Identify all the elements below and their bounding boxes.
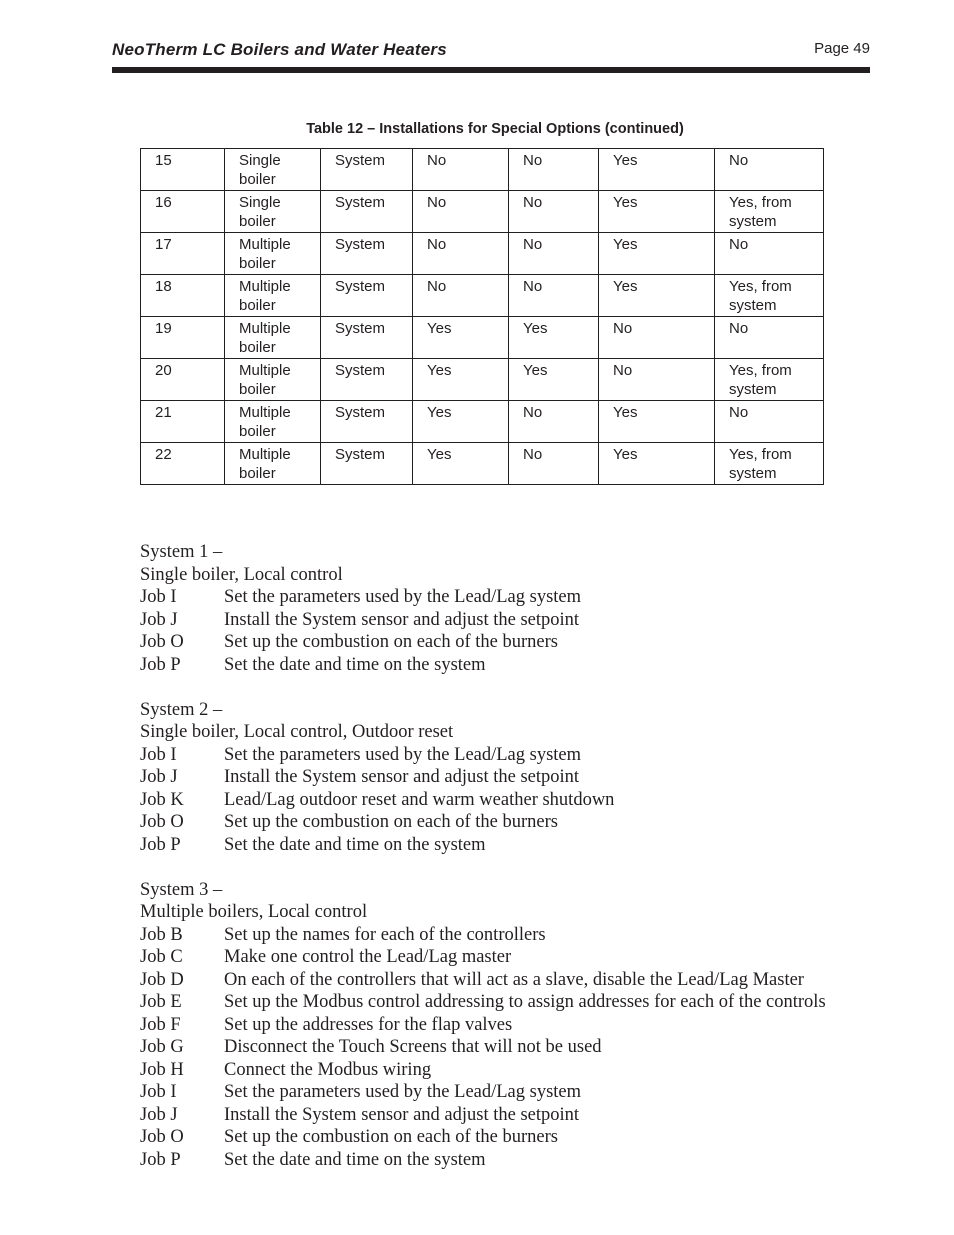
job-item [140,744,900,767]
job-description: Set up the combustion on each of the burners [224,812,558,832]
job-id: Job P [140,654,181,675]
job-id: Job G [140,1037,184,1057]
job-description: Lead/Lag outdoor reset and warm weather shutdown [224,789,615,810]
job-description: Set the date and time on the system [224,1149,486,1170]
table-cell: Yes [509,317,599,359]
table-cell: Yes [413,317,509,359]
table-row [141,275,824,317]
job-item [140,789,900,812]
table-cell: Yes [599,233,715,275]
table-cell: Multiple boiler [225,233,321,275]
job-item [140,991,900,1014]
job-item [140,654,900,677]
job-description: Set the date and time on the system [224,654,486,675]
job-id: Job I [140,744,177,765]
table-cell: 15 [141,149,225,191]
job-id: Job O [140,632,184,652]
job-description: Set up the Modbus control addressing to assign addresses for each of the controls [224,992,826,1012]
table-cell: Yes, from system [715,443,824,485]
table-cell: 16 [141,191,225,233]
job-id: Job O [140,812,184,832]
table-cell: Yes [599,275,715,317]
job-description: Set up the addresses for the flap valves [224,1014,513,1035]
table-cell: 22 [141,443,225,485]
job-description: Set the parameters used by the Lead/Lag system [224,744,582,765]
job-id: Job I [140,587,177,607]
job-id: Job D [140,969,184,990]
job-id: Job I [140,1082,177,1102]
table-cell: No [509,149,599,191]
job-item [140,811,900,834]
job-id: Job J [140,1104,178,1125]
special-options-table [140,148,824,485]
job-id: Job P [140,1149,181,1170]
table-cell: System [321,443,413,485]
table-cell: Yes [599,191,715,233]
table-cell: No [715,149,824,191]
table-row [141,149,824,191]
table-cell: Yes [413,359,509,401]
table-cell: No [715,317,824,359]
job-item [140,1036,900,1059]
job-description: Set up the names for each of the controllers [224,924,546,945]
job-item [140,1014,900,1037]
table-cell: 17 [141,233,225,275]
table-cell: Single boiler [225,149,321,191]
job-item [140,766,900,789]
table-cell: System [321,275,413,317]
table-cell: System [321,359,413,401]
job-description: Set the parameters used by the Lead/Lag system [224,1082,582,1102]
job-id: Job B [140,924,183,945]
table-body [141,149,824,485]
job-description: Install the System sensor and adjust the setpoint [224,1104,580,1125]
job-description: Disconnect the Touch Screens that will not be used [224,1037,602,1057]
job-item [140,1059,900,1082]
table-cell: No [413,191,509,233]
job-description: Set up the combustion on each of the burners [224,1127,558,1147]
table-row [141,191,824,233]
job-description: Connect the Modbus wiring [224,1059,432,1080]
table-row [141,359,824,401]
table-caption: Table 12 – Installations for Special Options (continued) [306,121,684,137]
table-cell: No [509,275,599,317]
table-cell: No [413,149,509,191]
table-cell: No [413,275,509,317]
table-cell: Yes [599,401,715,443]
job-id: Job C [140,947,183,967]
table-cell: Multiple boiler [225,275,321,317]
table-cell: No [509,401,599,443]
table-cell: Multiple boiler [225,359,321,401]
system-title: System 1 – [140,542,223,562]
table-cell: No [599,359,715,401]
system-subtitle: Multiple boilers, Local control [140,902,368,922]
table-cell: 21 [141,401,225,443]
table-cell: No [599,317,715,359]
table-cell: 18 [141,275,225,317]
job-id: Job O [140,1127,184,1147]
job-item [140,969,900,992]
table-cell: Yes [413,443,509,485]
table-cell: Multiple boiler [225,317,321,359]
job-id: Job J [140,609,178,630]
table-cell: No [715,401,824,443]
table-cell: System [321,149,413,191]
table-cell: Multiple boiler [225,401,321,443]
system-section [140,699,900,857]
job-item [140,834,900,857]
table-row [141,443,824,485]
table-cell: Multiple boiler [225,443,321,485]
job-description: Install the System sensor and adjust the setpoint [224,767,580,787]
table-cell: Yes [599,149,715,191]
system-subtitle: Single boiler, Local control [140,564,343,585]
table-cell: Yes [413,401,509,443]
table-cell: Yes, from system [715,191,824,233]
system-section [140,879,900,1172]
job-item [140,609,900,632]
job-description: Make one control the Lead/Lag master [224,947,512,967]
page-header [112,37,870,73]
job-item [140,1149,900,1172]
table-cell: 20 [141,359,225,401]
table-cell: No [509,233,599,275]
table-cell: Yes [509,359,599,401]
table-cell: System [321,317,413,359]
table-cell: System [321,191,413,233]
table-row [141,401,824,443]
job-id: Job H [140,1059,184,1080]
table-row [141,233,824,275]
table-cell: No [509,191,599,233]
table-cell: No [413,233,509,275]
job-id: Job P [140,834,181,855]
job-id: Job E [140,992,182,1012]
job-item [140,586,900,609]
system-title: System 2 – [140,699,223,720]
job-description: Set the date and time on the system [224,834,486,855]
table-cell: No [509,443,599,485]
table-cell: System [321,401,413,443]
job-id: Job F [140,1014,181,1035]
system-section [140,541,900,676]
system-title: System 3 – [140,879,223,900]
page-number: Page 49 [814,40,870,57]
system-subtitle: Single boiler, Local control, Outdoor reset [140,722,454,742]
table-row [141,317,824,359]
job-item [140,1126,900,1149]
job-item [140,631,900,654]
job-id: Job J [140,767,178,787]
job-description: Install the System sensor and adjust the setpoint [224,609,580,630]
table-cell: Single boiler [225,191,321,233]
table-cell: System [321,233,413,275]
job-description: Set the parameters used by the Lead/Lag system [224,587,582,607]
document-title: NeoTherm LC Boilers and Water Heaters [112,40,447,59]
job-item [140,924,900,947]
table-cell: No [715,233,824,275]
job-item [140,1104,900,1127]
system-sections [140,541,900,1194]
job-description: On each of the controllers that will act as a slave, disable the Lead/Lag Master [224,969,804,990]
job-item [140,946,900,969]
job-item [140,1081,900,1104]
table-cell: Yes, from system [715,275,824,317]
job-description: Set up the combustion on each of the burners [224,632,558,652]
table-cell: Yes [599,443,715,485]
table-cell: Yes, from system [715,359,824,401]
job-id: Job K [140,789,184,810]
table-cell: 19 [141,317,225,359]
